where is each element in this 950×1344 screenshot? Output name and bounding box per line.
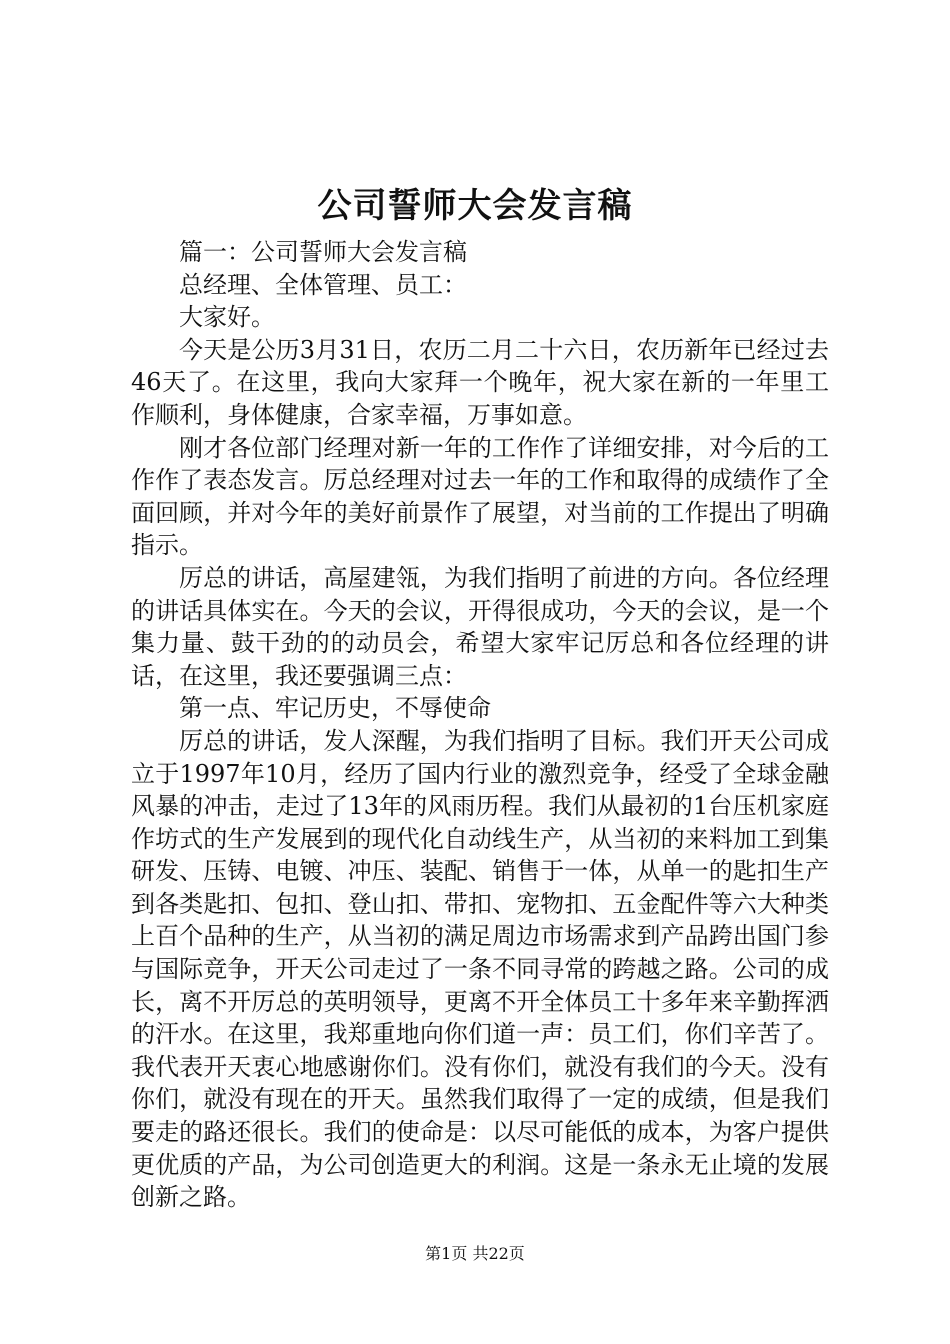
paragraph-salutation: 总经理、全体管理、员工：	[179, 270, 467, 299]
document-title: 公司誓师大会发言稿	[317, 186, 633, 226]
paragraph-subheading: 第一点、牢记历史，不辱使命	[179, 694, 491, 723]
page-number: 第1页 共22页	[425, 1244, 525, 1263]
paragraph-greeting: 大家好。	[179, 303, 275, 332]
document-body	[131, 236, 829, 1214]
paragraph-text: 厉总的讲话，发人深醒，为我们指明了目标。我们开天公司成立于1997年10月，经历了国内行业的激烈竞争，经受了全球金融风暴的冲击，走过了13年的风雨历程。我们从最初的1台压机家庭作坊式的生产发展到的现代化自动线生产，从当初的来料加工到集研发、压铸、电镀、冲压、装配、销售于一体，从单一的匙扣生产到各类匙扣、包扣、登山扣、带扣、宠物扣、五金配件等六大种类上百个品种的生产，从当初的满足周边市场需求到产品跨出国门参与国际竞争，开天公司走过了一条不同寻常的跨越之路。公司的成长，离不开厉总的英明领导，更离不开全体员工十多年来辛勤挥洒的汗水。在这里，我郑重地向你们道一声：员工们，你们辛苦了。我代表开天衷心地感谢你们。没有你们，就没有我们的今天。没有你们，就没有现在的开天。虽然我们取得了一定的成绩，但是我们要走的路还很长。我们的使命是：以尽可能低的成本，为客户提供更优质的产品，为公司创造更大的利润。这是一条永无止境的发展创新之路。	[131, 726, 829, 1212]
paragraph-heading: 篇一：公司誓师大会发言稿	[179, 238, 467, 266]
paragraph-text: 今天是公历3月31日，农历二月二十六日，农历新年已经过去46天了。在这里，我向大家拜一个晚年，祝大家在新的一年里工作顺利，身体健康，合家幸福，万事如意。	[131, 335, 829, 429]
paragraph-text: 厉总的讲话，高屋建瓴，为我们指明了前进的方向。各位经理的讲话具体实在。今天的会议，开得很成功，今天的会议，是一个集力量、鼓干劲的的动员会，希望大家牢记厉总和各位经理的讲话，在这里，我还要强调三点：	[131, 563, 829, 690]
paragraph-text: 刚才各位部门经理对新一年的工作作了详细安排，对今后的工作作了表态发言。厉总经理对过去一年的工作和取得的成绩作了全面回顾，并对今年的美好前景作了展望，对当前的工作提出了明确指示。	[131, 433, 829, 560]
